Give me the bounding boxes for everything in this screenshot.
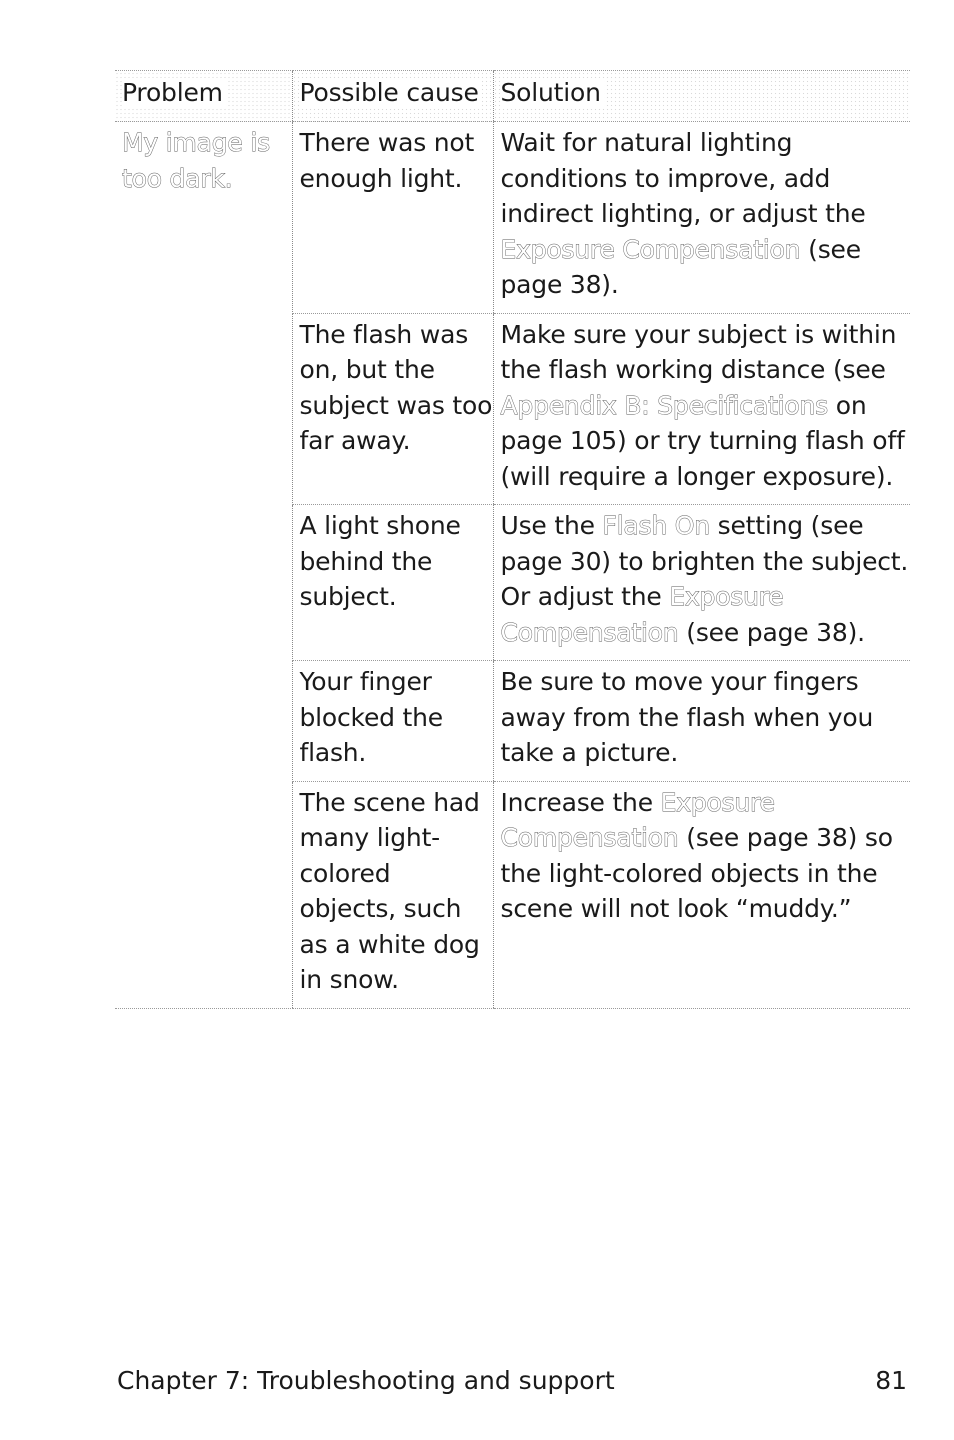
link-flash-on[interactable]: Flash On: [602, 511, 710, 540]
link-exposure-compensation[interactable]: Exposure Compensation: [500, 582, 784, 647]
cause-cell: Your finger blocked the flash.: [292, 661, 493, 782]
cause-cell: A light shone behind the subject.: [292, 505, 493, 661]
solution-cell: Wait for natural lighting conditions to improve, add indirect lighting, or adjust the Exposure Compensation (see page 38).: [493, 122, 910, 314]
solution-cell: Be sure to move your fingers away from the flash when you take a picture.: [493, 661, 910, 782]
link-appendix-b-specifications[interactable]: Appendix B: Specifications: [500, 390, 828, 420]
problem-text: My image is too dark.: [122, 128, 270, 193]
troubleshooting-table: [115, 70, 910, 1009]
solution-cell: Use the Flash On setting (see page 30) to brighten the subject. Or adjust the Exposure Compensation (see page 38).: [493, 505, 910, 661]
solution-cell: Increase the Exposure Compensation (see page 38) so the light-colored objects in the scene will not look “muddy.”: [493, 781, 910, 1008]
link-exposure-compensation[interactable]: Exposure Compensation: [500, 234, 801, 264]
cause-cell: There was not enough light.: [292, 122, 493, 314]
cause-cell: The scene had many light-colored objects, such as a white dog in snow.: [292, 781, 493, 1008]
header-possible-cause: Possible cause: [292, 71, 493, 122]
table-row: [115, 122, 910, 314]
page-number: 81: [875, 1366, 907, 1395]
header-solution: Solution: [493, 71, 910, 122]
cause-cell: The flash was on, but the subject was too far away.: [292, 313, 493, 505]
footer-chapter-title: Chapter 7: Troubleshooting and support: [117, 1366, 615, 1395]
link-exposure-compensation[interactable]: Exposure Compensation: [500, 787, 775, 852]
solution-cell: Make sure your subject is within the flash working distance (see Appendix B: Specifications on page 105) or try turning flash off (will require a longer exposure).: [493, 313, 910, 505]
header-problem: Problem: [115, 71, 292, 122]
table-header-row: [115, 71, 910, 122]
problem-cell: [115, 122, 292, 1009]
